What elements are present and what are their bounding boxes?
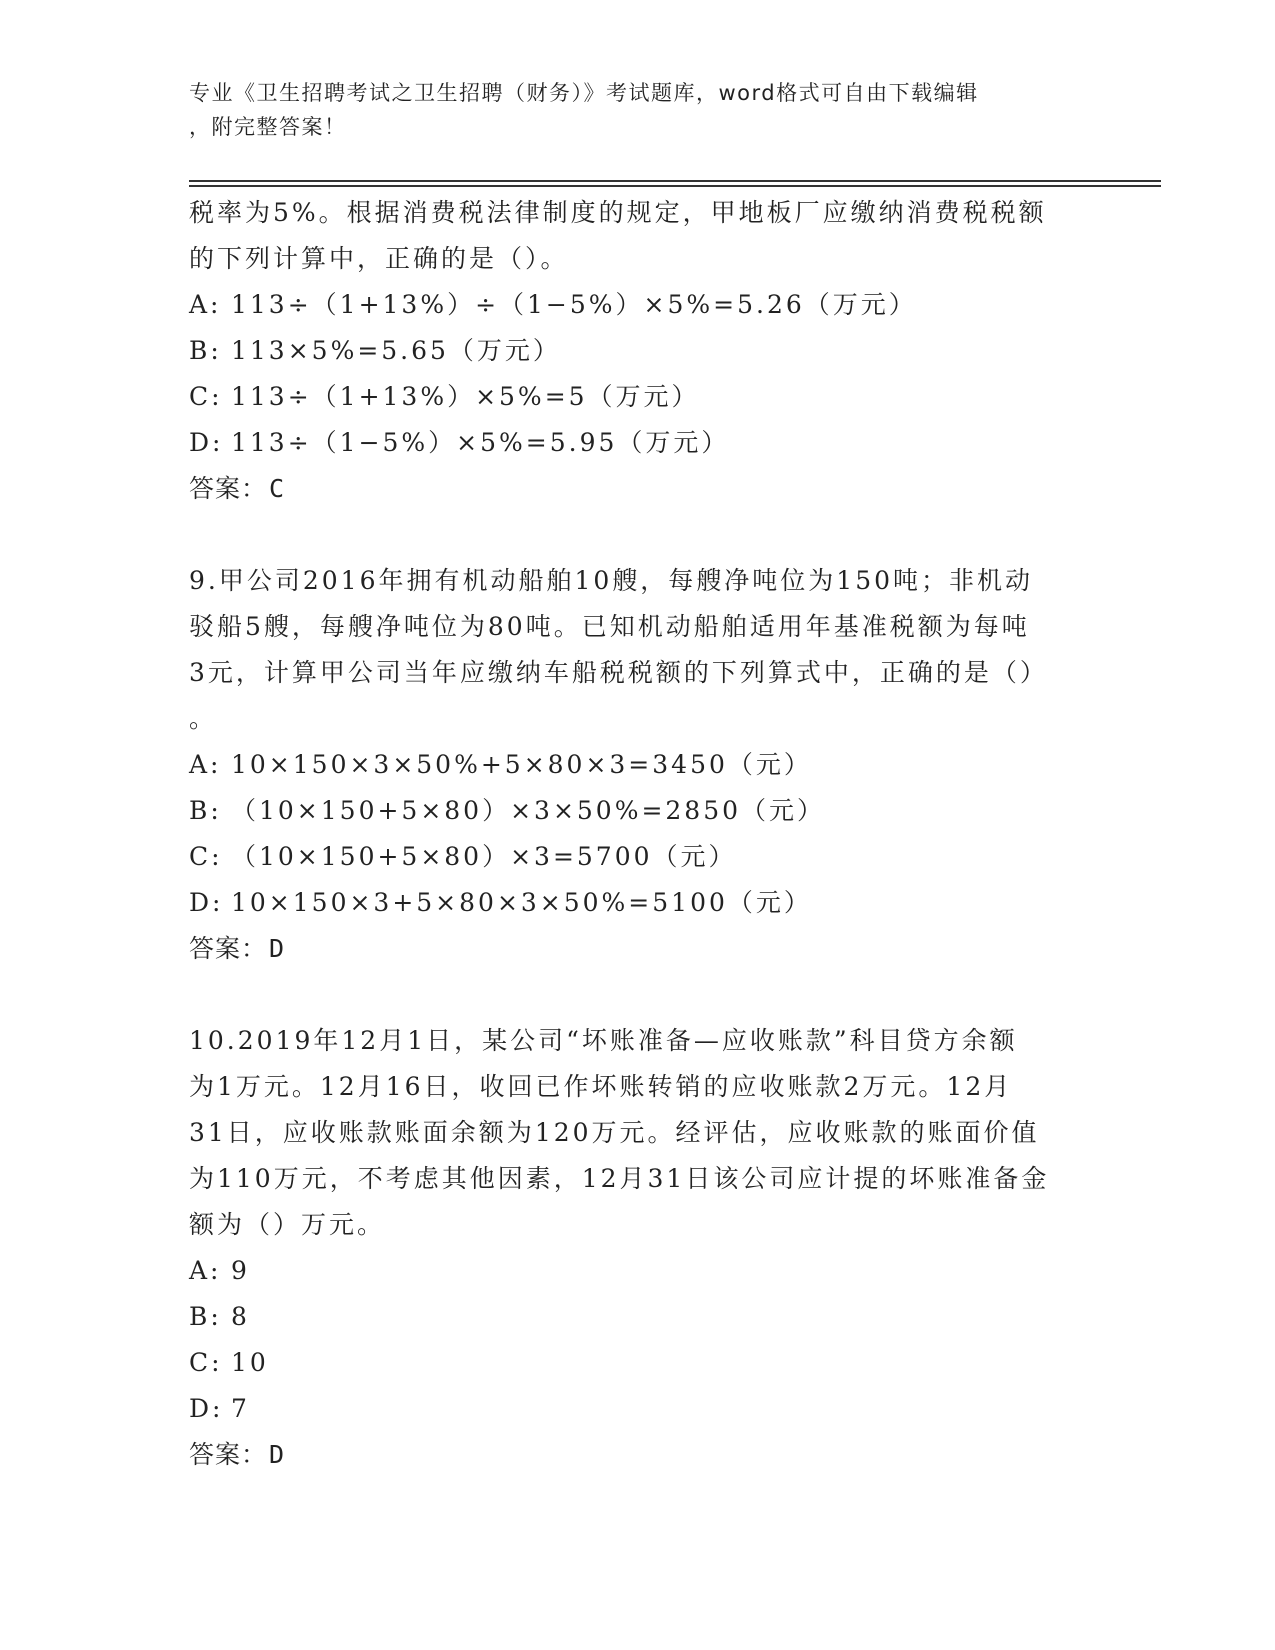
option-text: 113×5%=5.65（万元） bbox=[231, 336, 561, 365]
question-stem-line: 9.甲公司2016年拥有机动船舶10艘，每艘净吨位为150吨；非机动 bbox=[189, 566, 1034, 595]
question-stem-line: 。 bbox=[189, 704, 218, 733]
option-label: C: bbox=[189, 1348, 223, 1377]
option-b bbox=[189, 328, 1089, 374]
question-8 bbox=[189, 190, 1089, 512]
option-text: 8 bbox=[231, 1302, 250, 1331]
question-stem-line: 为110万元，不考虑其他因素，12月31日该公司应计提的坏账准备金 bbox=[189, 1164, 1050, 1193]
option-b bbox=[189, 1294, 1089, 1340]
option-a bbox=[189, 742, 1089, 788]
option-b bbox=[189, 788, 1089, 834]
question-stem-line: 31日，应收账款账面余额为120万元。经评估，应收账款的账面价值 bbox=[189, 1118, 1040, 1147]
option-label: B: bbox=[189, 796, 222, 825]
option-text: 7 bbox=[231, 1394, 250, 1423]
question-stem-line: 的下列计算中，正确的是（）。 bbox=[189, 244, 569, 273]
header-divider bbox=[189, 185, 1161, 187]
question-spacer bbox=[189, 512, 1089, 558]
option-label: A: bbox=[189, 750, 222, 779]
option-a bbox=[189, 282, 1089, 328]
question-9 bbox=[189, 558, 1089, 972]
header-line: 专业《卫生招聘考试之卫生招聘（财务）》考试题库，word格式可自由下载编辑 bbox=[189, 81, 979, 105]
option-label: C: bbox=[189, 382, 223, 411]
option-d bbox=[189, 880, 1089, 926]
option-label: A: bbox=[189, 1256, 222, 1285]
question-spacer bbox=[189, 972, 1089, 1018]
option-text: （10×150+5×80）×3=5700（元） bbox=[231, 842, 737, 871]
option-c bbox=[189, 374, 1089, 420]
option-text: 9 bbox=[231, 1256, 250, 1285]
document-body bbox=[189, 190, 1089, 1478]
question-stem-line: 税率为5%。根据消费税法律制度的规定，甲地板厂应缴纳消费税税额 bbox=[189, 198, 1047, 227]
question-stem-line: 驳船5艘，每艘净吨位为80吨。已知机动船舶适用年基准税额为每吨 bbox=[189, 612, 1030, 641]
option-label: D: bbox=[189, 1394, 224, 1423]
answer-line bbox=[189, 466, 1089, 512]
answer-line bbox=[189, 926, 1089, 972]
question-stem-line: 额为（）万元。 bbox=[189, 1210, 386, 1239]
header-line: ，附完整答案！ bbox=[189, 115, 347, 139]
option-a bbox=[189, 1248, 1089, 1294]
answer-label: 答案： bbox=[189, 1440, 268, 1469]
option-label: D: bbox=[189, 428, 224, 457]
answer-key: D bbox=[269, 934, 286, 963]
option-c bbox=[189, 1340, 1089, 1386]
option-label: C: bbox=[189, 842, 223, 871]
question-stem-line: 为1万元。12月16日，收回已作坏账转销的应收账款2万元。12月 bbox=[189, 1072, 1013, 1101]
option-text: 10 bbox=[231, 1348, 269, 1377]
option-text: 113÷（1+13%）×5%=5（万元） bbox=[231, 382, 700, 411]
option-d bbox=[189, 1386, 1089, 1432]
option-label: D: bbox=[189, 888, 224, 917]
option-label: B: bbox=[189, 1302, 222, 1331]
answer-label: 答案： bbox=[189, 474, 268, 503]
option-text: （10×150+5×80）×3×50%=2850（元） bbox=[231, 796, 826, 825]
option-text: 10×150×3+5×80×3×50%=5100（元） bbox=[231, 888, 812, 917]
document-header bbox=[189, 76, 1089, 144]
header-divider bbox=[189, 180, 1161, 182]
question-stem-line: 10.2019年12月1日，某公司“坏账准备—应收账款”科目贷方余额 bbox=[189, 1026, 1018, 1055]
answer-label: 答案： bbox=[189, 934, 268, 963]
question-10 bbox=[189, 1018, 1089, 1478]
option-text: 10×150×3×50%+5×80×3=3450（元） bbox=[231, 750, 812, 779]
option-text: 113÷（1+13%）÷（1−5%）×5%=5.26（万元） bbox=[231, 290, 917, 319]
question-stem-line: 3元，计算甲公司当年应缴纳车船税税额的下列算式中，正确的是（） bbox=[189, 658, 1048, 687]
option-text: 113÷（1−5%）×5%=5.95（万元） bbox=[231, 428, 730, 457]
option-label: A: bbox=[189, 290, 222, 319]
option-d bbox=[189, 420, 1089, 466]
answer-key: C bbox=[269, 474, 286, 503]
answer-key: D bbox=[269, 1440, 286, 1469]
option-c bbox=[189, 834, 1089, 880]
answer-line bbox=[189, 1432, 1089, 1478]
option-label: B: bbox=[189, 336, 222, 365]
